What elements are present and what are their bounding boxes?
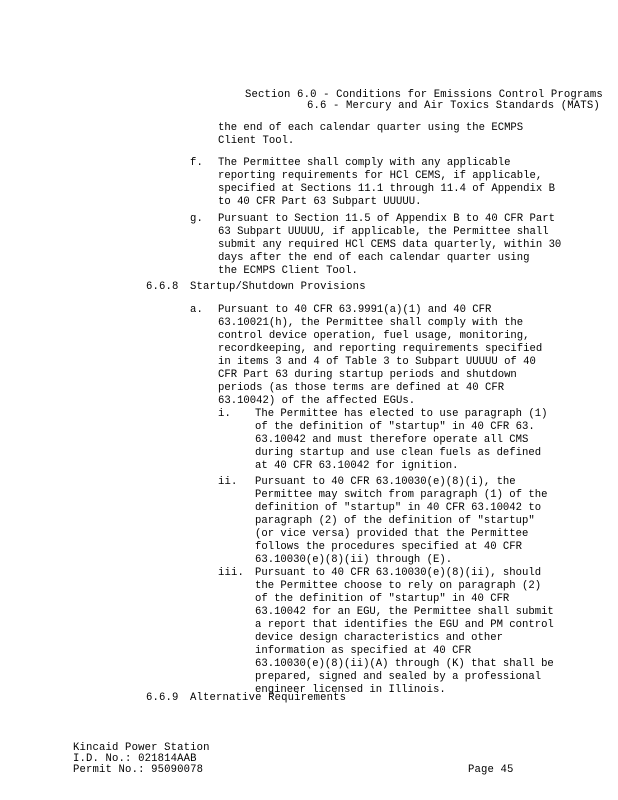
text-line: a report that identifies the EGU and PM control [255, 619, 554, 631]
item-f-label: f. [190, 157, 204, 169]
item-a-text [218, 304, 542, 408]
text-line: Pursuant to 40 CFR 63.10030(e)(8)(ii), should [255, 567, 542, 579]
text-line: paragraph (2) of the definition of "startup" [255, 515, 535, 527]
header-subsection-title: 6.6 - Mercury and Air Toxics Standards (MATS) [307, 100, 600, 112]
text-line: CFR Part 63 during startup periods and shutdown [218, 369, 517, 381]
text-line: device design characteristics and other [255, 632, 503, 644]
text-line: the ECMPS Client Tool. [218, 265, 358, 277]
text-line: prepared, signed and sealed by a professional [255, 671, 542, 683]
subitem-ii-text [255, 476, 547, 567]
subitem-iii-text [255, 567, 554, 697]
text-line: Pursuant to Section 11.5 of Appendix B to 40 CFR Part [218, 213, 555, 225]
section-668-title: Startup/Shutdown Provisions [190, 281, 366, 293]
text-line: Client Tool. [218, 135, 295, 147]
section-668-number: 6.6.8 [146, 281, 179, 293]
text-line: (or vice versa) provided that the Permittee [255, 528, 529, 540]
text-line: Pursuant to 40 CFR 63.9991(a)(1) and 40 CFR [218, 304, 492, 316]
header-section-title: Section 6.0 - Conditions for Emissions Control Programs [245, 89, 603, 101]
text-line: follows the procedures specified at 40 CFR [255, 541, 523, 553]
text-line: 63.10042) of the affected EGUs. [218, 395, 416, 407]
text-line: 63.10030(e)(8)(ii)(A) through (K) that shall be [255, 658, 554, 670]
text-line: engineer licensed in Illinois. [255, 684, 446, 696]
text-line: to 40 CFR Part 63 Subpart UUUUU. [218, 196, 422, 208]
item-a-label: a. [190, 304, 204, 316]
text-line: 63 Subpart UUUUU, if applicable, the Permittee shall [218, 226, 549, 238]
text-line: The Permittee has elected to use paragraph (1) [255, 408, 548, 420]
text-line: recordkeeping, and reporting requirements specified [218, 343, 543, 355]
text-line: Permittee may switch from paragraph (1) of the [255, 489, 548, 501]
subitem-ii-label: ii. [218, 476, 238, 488]
text-line: submit any required HCl CEMS data quarterly, within 30 [218, 239, 562, 251]
footer-id-number: I.D. No.: 021814AAB [73, 753, 197, 765]
subitem-i-text [255, 408, 547, 473]
text-line: Pursuant to 40 CFR 63.10030(e)(8)(i), the [255, 476, 516, 488]
section-669-title: Alternative Requirements [190, 692, 347, 704]
section-669-number: 6.6.9 [146, 692, 179, 704]
text-line: days after the end of each calendar quarter using [218, 252, 530, 264]
text-line: periods (as those terms are defined at 40 CFR [218, 382, 505, 394]
item-g-text [218, 213, 561, 278]
text-line: the end of each calendar quarter using the ECMPS [218, 122, 524, 134]
text-line: of the definition of "startup" in 40 CFR 63. [255, 421, 535, 433]
subitem-iii-label: iii. [218, 567, 245, 579]
item-g-label: g. [190, 213, 204, 225]
subitem-i-label: i. [218, 408, 232, 420]
footer-station: Kincaid Power Station [73, 742, 210, 754]
text-line: 63.10042 and must therefore operate all CMS [255, 434, 529, 446]
text-line: the Permittee choose to rely on paragraph (2) [255, 580, 542, 592]
text-line: specified at Sections 11.1 through 11.4 of Appendix B [218, 183, 555, 195]
text-line: of the definition of "startup" in 40 CFR [255, 593, 510, 605]
text-line: definition of "startup" in 40 CFR 63.10042 to [255, 502, 542, 514]
item-f-text [218, 157, 555, 209]
footer-permit-number: Permit No.: 95090078 [73, 764, 204, 776]
carryover-paragraph [218, 122, 523, 148]
text-line: at 40 CFR 63.10042 for ignition. [255, 460, 459, 472]
text-line: in items 3 and 4 of Table 3 to Subpart UUUUU of 40 [218, 356, 536, 368]
text-line: 63.10042 for an EGU, the Permittee shall submit [255, 606, 554, 618]
text-line: 63.10021(h), the Permittee shall comply with the [218, 317, 524, 329]
text-line: The Permittee shall comply with any applicable [218, 157, 511, 169]
text-line: control device operation, fuel usage, monitoring, [218, 330, 530, 342]
footer-page-number: Page 45 [468, 764, 514, 776]
text-line: reporting requirements for HCl CEMS, if applicable, [218, 170, 543, 182]
text-line: during startup and use clean fuels as defined [255, 447, 542, 459]
text-line: 63.10030(e)(8)(ii) through (E). [255, 554, 453, 566]
text-line: information as specified at 40 CFR [255, 645, 472, 657]
